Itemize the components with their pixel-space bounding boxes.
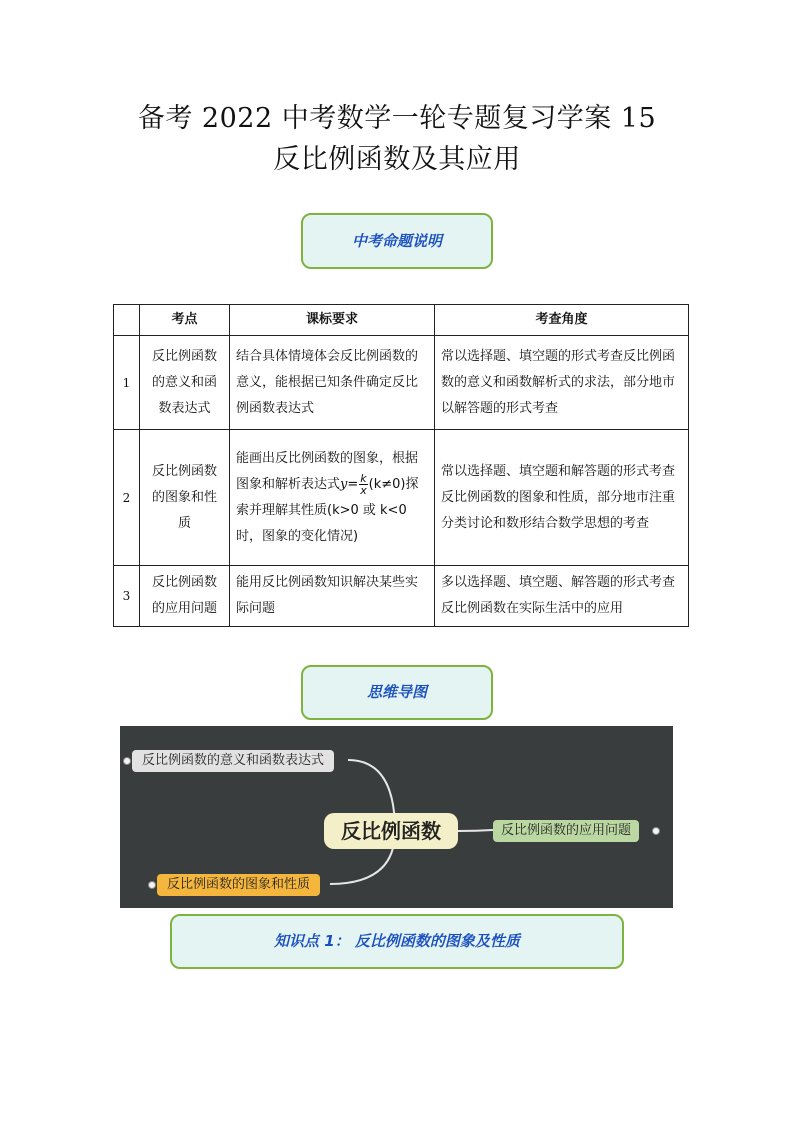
expand-dot-left-bottom[interactable] — [148, 881, 156, 889]
requirement-text-post: 探索并理解其性质(k>0 或 k<0 时，图象的变化情况) — [236, 476, 419, 544]
formula-condition: (k≠0) — [368, 476, 406, 492]
table-row — [114, 430, 689, 566]
table-header-angle: 考查角度 — [435, 305, 689, 336]
row-point: 反比例函数的意义和函数表达式 — [140, 336, 230, 430]
table-header-row — [114, 305, 689, 336]
row-angle: 多以选择题、填空题、解答题的形式考查反比例函数在实际生活中的应用 — [435, 566, 689, 627]
formula-fraction — [359, 473, 367, 496]
mind-map-node-graph-properties[interactable]: 反比例函数的图象和性质 — [157, 874, 320, 896]
row-number: 2 — [114, 430, 140, 566]
table-row — [114, 336, 689, 430]
row-angle: 常以选择题、填空题的形式考查反比例函数的意义和函数解析式的求法，部分地市以解答题的形式考查 — [435, 336, 689, 430]
table-header-num — [114, 305, 140, 336]
mind-map-node-center[interactable]: 反比例函数 — [324, 813, 458, 849]
page-title-line2: 反比例函数及其应用 — [273, 144, 521, 175]
mind-map — [120, 726, 673, 908]
expand-dot-left-top[interactable] — [123, 757, 131, 765]
row-number: 1 — [114, 336, 140, 430]
table-header-point: 考点 — [140, 305, 230, 336]
formula-y: y — [340, 476, 348, 492]
exam-spec-table — [113, 304, 689, 627]
row-requirement — [230, 430, 435, 566]
expand-dot-right[interactable] — [652, 827, 660, 835]
row-requirement: 结合具体情境体会反比例函数的意义，能根据已知条件确定反比例函数表达式 — [230, 336, 435, 430]
row-point: 反比例函数的应用问题 — [140, 566, 230, 627]
row-requirement: 能用反比例函数知识解决某些实际问题 — [230, 566, 435, 627]
formula-numerator: k — [360, 471, 367, 485]
table-row — [114, 566, 689, 627]
requirement-text-pre: 能画出反比例函数的图象，根据图象和解析表达式 — [236, 450, 419, 492]
section-heading-knowledge-point-1: 知识点 1： 反比例函数的图象及性质 — [170, 914, 624, 969]
connector-right — [458, 830, 493, 831]
formula-equals: = — [347, 476, 359, 492]
section-heading-mind-map: 思维导图 — [301, 665, 493, 720]
table-header-requirement: 课标要求 — [230, 305, 435, 336]
row-number: 3 — [114, 566, 140, 627]
mind-map-node-application[interactable]: 反比例函数的应用问题 — [493, 820, 639, 842]
page-title-line1: 备考 2022 中考数学一轮专题复习学案 15 — [137, 103, 657, 134]
section-heading-exam-description: 中考命题说明 — [301, 213, 493, 269]
formula-denominator: x — [360, 483, 367, 497]
mind-map-node-definition[interactable]: 反比例函数的意义和函数表达式 — [132, 750, 334, 772]
row-angle: 常以选择题、填空题和解答题的形式考查反比例函数的图象和性质，部分地市注重分类讨论和数形结合数学思想的考查 — [435, 430, 689, 566]
row-point: 反比例函数的图象和性质 — [140, 430, 230, 566]
